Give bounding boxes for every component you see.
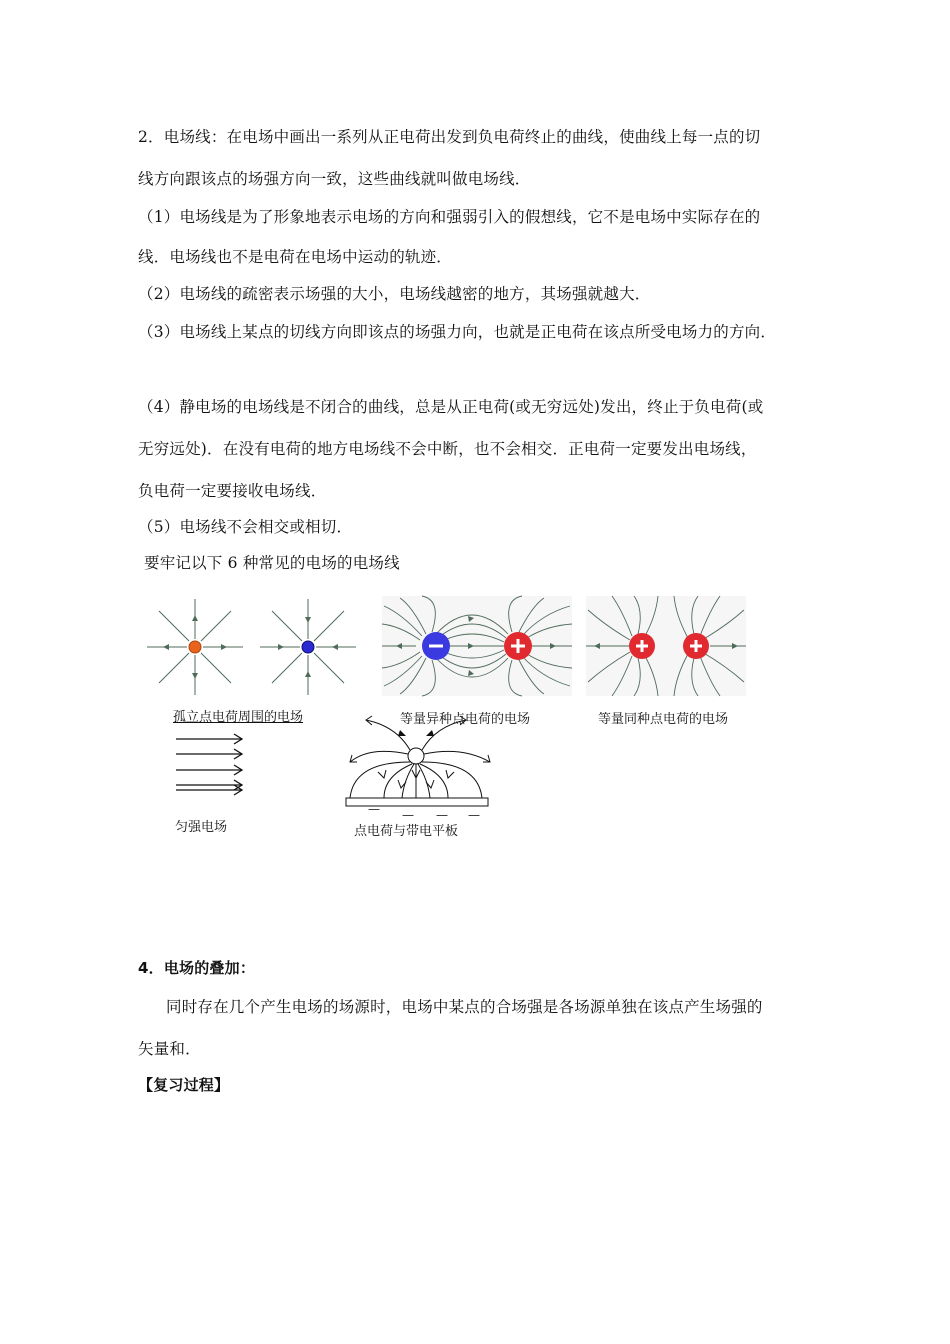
section2-intro-line1: 2．电场线：在电场中画出一系列从正电荷出发到负电荷终止的曲线，使曲线上每一点的切 xyxy=(138,128,761,146)
point1-line1: （1）电场线是为了形象地表示电场的方向和强弱引入的假想线，它不是电场中实际存在的 xyxy=(138,208,761,226)
isolated-charge-caption: 孤立点电荷周围的电场 xyxy=(173,710,304,725)
isolated-negative-charge-figure xyxy=(258,597,358,697)
section4-body-line2: 矢量和． xyxy=(138,1040,201,1058)
section4-body-line1: 同时存在几个产生电场的场源时，电场中某点的合场强是各场源单独在该点产生场强的 xyxy=(166,998,763,1016)
like-charges-figure xyxy=(586,596,746,696)
section4-heading: 4．电场的叠加： xyxy=(138,959,256,977)
plate-minus-2: — xyxy=(402,808,414,822)
point1-line2: 线．电场线也不是电荷在电场中运动的轨迹． xyxy=(138,248,453,266)
plate-minus-4: — xyxy=(468,808,480,822)
point4-line2: 无穷远处)．在没有电荷的地方电场线不会中断，也不会相交．正电荷一定要发出电场线， xyxy=(138,440,757,458)
charge-plate-caption: 点电荷与带电平板 xyxy=(354,824,459,839)
like-charges-caption: 等量同种点电荷的电场 xyxy=(598,712,729,727)
point3: （3）电场线上某点的切线方向即该点的场强力向，也就是正电荷在该点所受电场力的方向． xyxy=(138,323,777,341)
point5: （5）电场线不会相交或相切． xyxy=(138,518,353,536)
opposite-charges-figure xyxy=(382,596,572,696)
plate-minus-3: — xyxy=(436,808,448,822)
uniform-field-arrow-5 xyxy=(172,783,247,797)
point2: （2）电场线的疏密表示场强的大小，电场线越密的地方，其场强就越大． xyxy=(138,285,651,303)
point4-line3: 负电荷一定要接收电场线． xyxy=(138,482,327,500)
isolated-positive-charge-figure xyxy=(145,597,245,697)
remember-note: 要牢记以下 6 种常见的电场的电场线 xyxy=(144,554,400,572)
opposite-charges-caption: 等量异种点电荷的电场 xyxy=(400,712,531,727)
plate-minus-1: — xyxy=(368,802,380,816)
review-heading: 【复习过程】 xyxy=(138,1076,230,1094)
uniform-field-caption: 匀强电场 xyxy=(175,820,228,835)
section2-intro-line2: 线方向跟该点的场强方向一致，这些曲线就叫做电场线． xyxy=(138,170,531,188)
point4-line1: （4）静电场的电场线是不闭合的曲线，总是从正电荷(或无穷远处)发出，终止于负电荷(或 xyxy=(138,398,764,416)
